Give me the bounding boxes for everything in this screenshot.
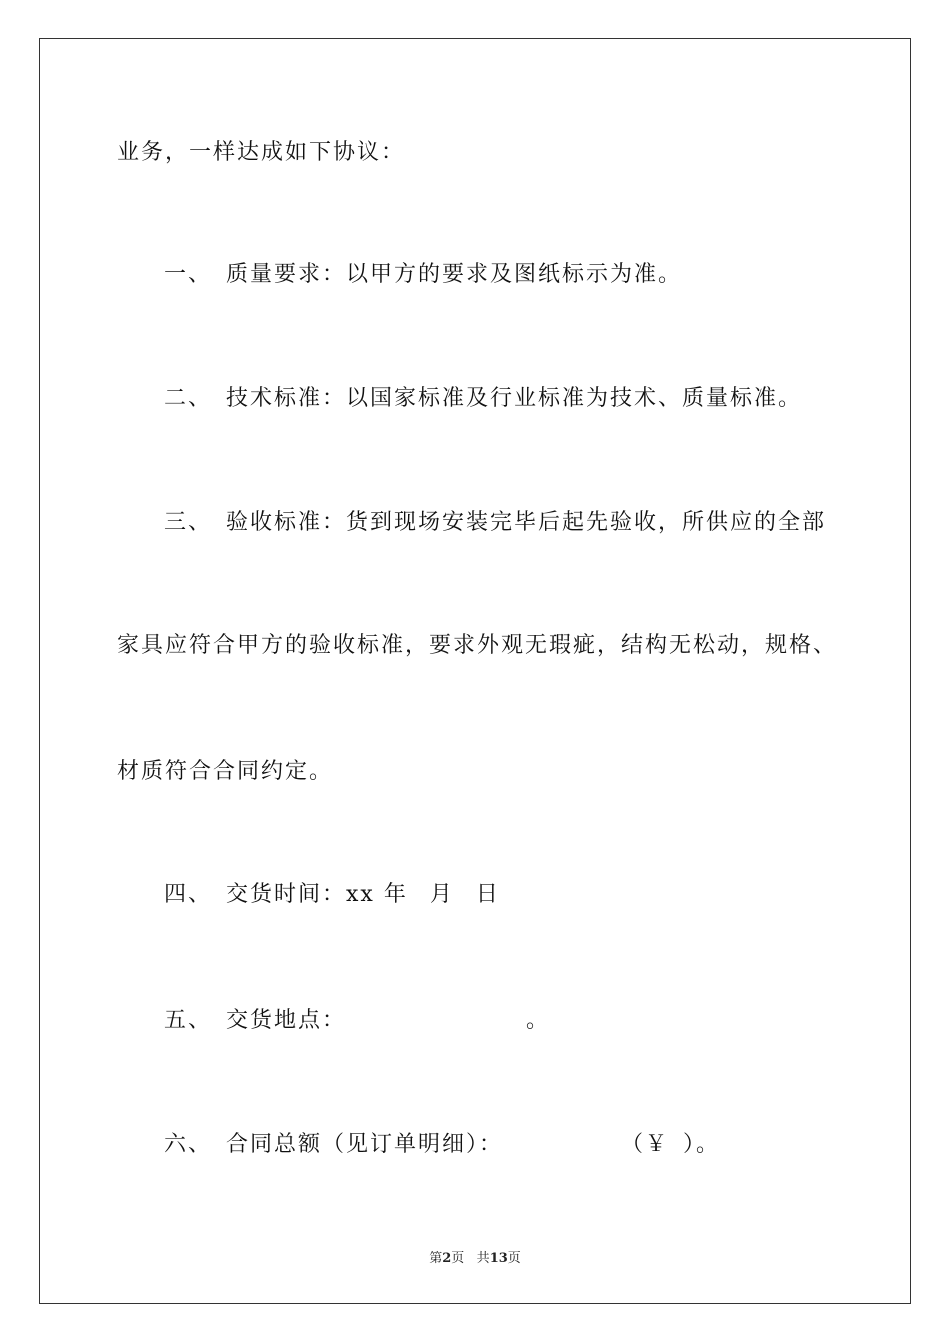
clause-5-end: 。 bbox=[526, 1008, 551, 1033]
clause-5-label: 交货地点： bbox=[226, 1008, 347, 1033]
clause-2 bbox=[164, 384, 802, 414]
clause-6-number: 六、 bbox=[164, 1132, 213, 1157]
clause-3-text-line-2: 家具应符合甲方的验收标准，要求外观无瑕疵，结构无松动，规格、 bbox=[117, 633, 838, 658]
clause-6-yen: （￥ bbox=[621, 1132, 670, 1157]
clause-4-year: xx 年 bbox=[346, 882, 408, 907]
footer-total-suffix: 页 bbox=[507, 1251, 521, 1266]
clause-3-text-line-1: 验收标准：货到现场安装完毕后起先验收，所供应的全部 bbox=[226, 510, 827, 535]
clause-1-text: 质量要求：以甲方的要求及图纸标示为准。 bbox=[226, 262, 683, 287]
clause-5 bbox=[164, 1006, 550, 1036]
clause-3 bbox=[164, 508, 826, 538]
footer-page-number: 2 bbox=[442, 1251, 452, 1266]
clause-6-label: 合同总额（见订单明细）： bbox=[226, 1132, 504, 1157]
page-frame bbox=[39, 38, 911, 1304]
clause-3-line-3 bbox=[117, 757, 333, 787]
paragraph-intro bbox=[117, 138, 405, 168]
clause-4-month: 月 bbox=[429, 882, 454, 907]
clause-6 bbox=[164, 1130, 720, 1160]
clause-4-day: 日 bbox=[475, 882, 500, 907]
clause-1 bbox=[164, 260, 682, 290]
intro-text: 业务，一样达成如下协议： bbox=[117, 140, 406, 165]
clause-4 bbox=[164, 880, 500, 910]
clause-2-number: 二、 bbox=[164, 386, 213, 411]
clause-3-line-2 bbox=[117, 631, 837, 661]
clause-3-text-line-3: 材质符合合同约定。 bbox=[117, 759, 334, 784]
footer-prefix: 第 bbox=[429, 1251, 443, 1266]
clause-5-number: 五、 bbox=[164, 1008, 213, 1033]
clause-1-number: 一、 bbox=[164, 262, 213, 287]
clause-6-close: ）。 bbox=[683, 1132, 721, 1157]
clause-4-label: 交货时间： bbox=[226, 882, 347, 907]
footer-total-pages: 13 bbox=[489, 1251, 508, 1266]
clause-2-text: 技术标准：以国家标准及行业标准为技术、质量标准。 bbox=[226, 386, 803, 411]
footer-total-prefix: 共 bbox=[476, 1251, 490, 1266]
footer-page-suffix: 页 bbox=[451, 1251, 465, 1266]
clause-3-number: 三、 bbox=[164, 510, 213, 535]
page-footer bbox=[0, 1247, 950, 1266]
clause-4-number: 四、 bbox=[164, 882, 213, 907]
